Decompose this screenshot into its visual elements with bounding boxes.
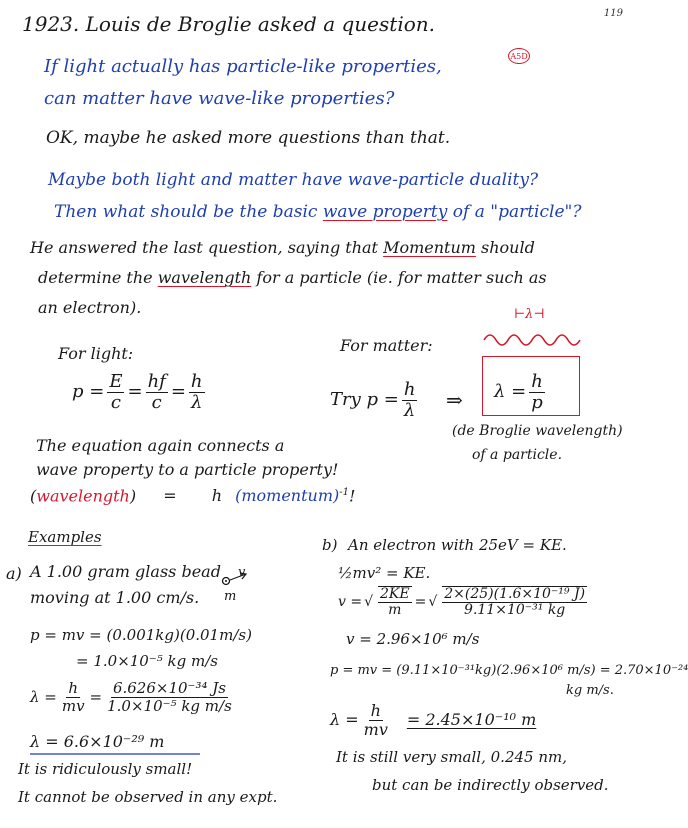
intro-line: 1923. Louis de Broglie asked a question. [22, 12, 435, 36]
sqrt-sign-1: √ [364, 594, 374, 611]
sqrt-sign-2: √ [428, 594, 438, 611]
matter-wave-icon [484, 335, 580, 345]
connection-equals: = [163, 486, 177, 506]
matter-frac-num: h [403, 379, 416, 400]
implies-arrow: ⇒ [446, 388, 463, 412]
example-b-p-unit: kg m/s. [566, 683, 614, 698]
example-b-line-1: An electron with 25eV = KE. [348, 536, 567, 554]
example-b-v-result: v = 2.96×10⁶ m/s [346, 630, 480, 648]
example-b-p-eq: p = mv = (9.11×10⁻³¹kg)(2.96×10⁶ m/s) = 2.70×10⁻²⁴ [330, 663, 688, 678]
box-frac-num: h [531, 371, 543, 392]
answer-2-post: for a particle (ie. for matter such as [251, 268, 547, 287]
frac-num-h: h [190, 371, 203, 392]
connection-wavelength: wavelength [36, 486, 130, 506]
frac-den-c: c [110, 391, 121, 413]
connection-bang: ! [349, 486, 356, 506]
examples-heading: Examples [28, 528, 102, 546]
example-b-frac-mv: mv [363, 719, 388, 739]
answer-line-3: an electron). [38, 298, 142, 317]
example-b-frac-m: m [388, 602, 402, 619]
page-number: 119 [603, 8, 623, 19]
de-broglie-caption-1: (de Broglie wavelength) [452, 423, 623, 439]
question-4-pre: Then what should be the basic [54, 202, 323, 222]
example-b-label: b) [322, 536, 338, 554]
example-a-lambda-lhs: λ = [30, 687, 57, 706]
question-4-underlined: wave property [322, 202, 448, 222]
connection-line-1: The equation again connects a [36, 436, 285, 455]
paren-close: ) [129, 486, 137, 506]
example-b-lambda-lhs: λ = [330, 710, 359, 730]
more-questions: OK, maybe he asked more questions than that. [46, 128, 451, 148]
example-a-note-1: It is ridiculously small! [18, 760, 193, 778]
box-lhs: λ = [494, 381, 527, 403]
paren-open: ( [30, 486, 37, 506]
wavelength-marker: ⊢λ⊣ [514, 307, 545, 322]
matter-try: Try p = [330, 389, 399, 411]
example-b-frac-2ke: 2KE [380, 586, 410, 602]
de-broglie-caption-2: of a particle. [472, 447, 563, 463]
mass-label: m [224, 589, 237, 604]
example-b-frac-h: h [370, 701, 381, 720]
example-a-frac-mv: mv [61, 696, 85, 715]
example-a-frac-num: 6.626×10⁻³⁴ Js [112, 679, 226, 697]
answer-1-post: should [475, 238, 535, 257]
connection-exponent: -1 [339, 487, 349, 498]
example-b-v-lhs: v = [338, 594, 363, 611]
connection-line-2: wave property to a particle property! [36, 460, 339, 479]
velocity-label: v [238, 565, 246, 580]
bead-center-icon [225, 580, 227, 582]
example-b-note-1: It is still very small, 0.245 nm, [336, 748, 567, 766]
example-b-v-num: 2×(25)(1.6×10⁻¹⁹ J) [444, 586, 586, 602]
example-b-v-den: 9.11×10⁻³¹ kg [464, 602, 566, 619]
example-a-frac-den: 1.0×10⁻⁵ kg m/s [107, 696, 232, 715]
example-a-line-1: A 1.00 gram glass bead [30, 562, 221, 581]
example-a-result: λ = 6.6×10⁻²⁹ m [30, 732, 165, 751]
connection-momentum: (momentum) [235, 486, 340, 506]
matter-frac-den: λ [403, 399, 416, 421]
example-a-p-eq: p = mv = (0.001kg)(0.01m/s) [30, 626, 252, 644]
question-4-post: of a "particle"? [447, 202, 582, 222]
light-equals-3: = [170, 381, 186, 403]
example-a-frac-h: h [68, 679, 79, 697]
box-frac-den: p [531, 391, 543, 413]
frac-num-hf: hf [147, 371, 166, 392]
example-a-label: a) [6, 564, 22, 583]
example-a-p-result: = 1.0×10⁻⁵ kg m/s [76, 652, 218, 670]
example-b-note-2: but can be indirectly observed. [372, 776, 609, 794]
light-p-eq: p = [72, 381, 105, 403]
example-a-lambda-equals: = [89, 687, 103, 706]
velocity-arrow-icon [230, 573, 246, 580]
connection-h: h [211, 486, 223, 506]
question-2: can matter have wave-like properties? [44, 88, 395, 109]
badge-circle: A5D [508, 48, 530, 64]
frac-num-e: E [109, 371, 123, 392]
light-equals-2: = [127, 381, 143, 403]
example-b-v-equals: = [414, 594, 427, 611]
answer-2-wavelength: wavelength [157, 268, 252, 287]
example-a-note-2: It cannot be observed in any expt. [18, 788, 278, 806]
answer-2-pre: determine the [38, 268, 158, 287]
example-b-lambda-result: = 2.45×10⁻¹⁰ m [406, 710, 537, 730]
question-3: Maybe both light and matter have wave-particle duality? [48, 170, 539, 190]
example-b-ke-eq: ½mv² = KE. [338, 564, 431, 582]
answer-1-momentum: Momentum [383, 238, 476, 257]
light-label: For light: [58, 344, 134, 363]
frac-den-c2: c [151, 391, 162, 413]
answer-1-pre: He answered the last question, saying that [30, 238, 384, 257]
frac-den-lambda: λ [191, 391, 203, 413]
matter-label: For matter: [340, 336, 433, 355]
example-a-line-2: moving at 1.00 cm/s. [30, 588, 200, 607]
question-1: If light actually has particle-like properties, [44, 56, 442, 77]
